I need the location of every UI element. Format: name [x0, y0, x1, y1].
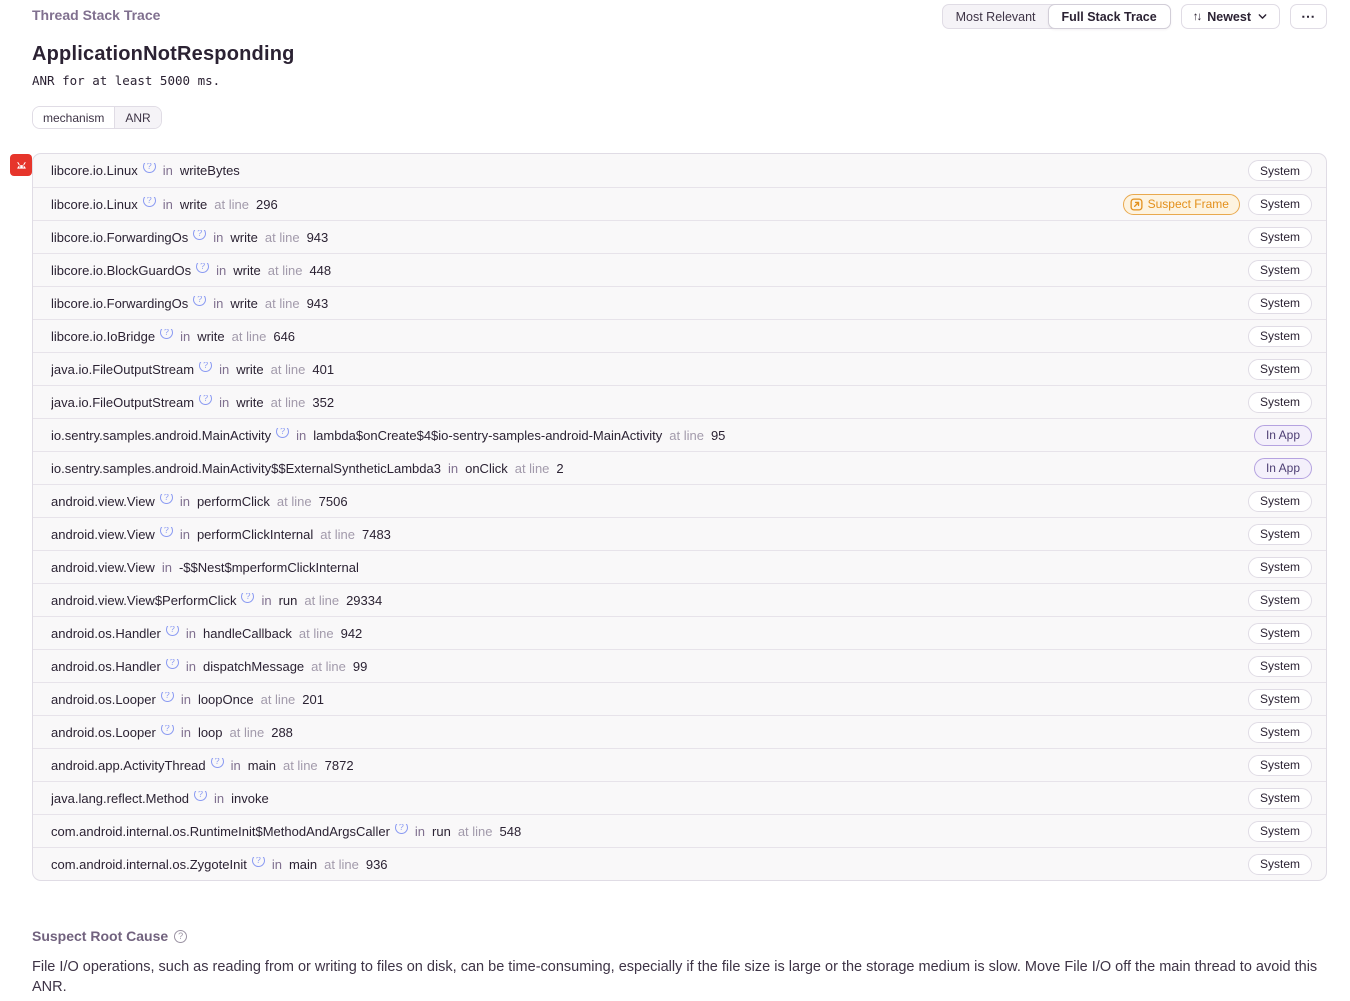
view-toggle-most-relevant[interactable]: Most Relevant [943, 5, 1049, 28]
line-number: 29334 [346, 592, 383, 608]
frame-in-label: in [213, 229, 224, 245]
issue-subtitle: ANR for at least 5000 ms. [32, 73, 221, 88]
help-icon[interactable]: ? [166, 659, 179, 669]
stack-frame-row[interactable] [33, 649, 1326, 682]
frame-function: run [432, 823, 451, 839]
line-number: 296 [256, 196, 278, 212]
frame-function: write [233, 262, 261, 278]
suspect-root-cause-description: File I/O operations, such as reading from or writing to files on disk, can be time-consuming, especially if the file size is large or the storage medium is slow. Move File I/O off the main thread to avoid this ANR. [32, 959, 1318, 995]
frame-info [51, 461, 1254, 476]
frame-badge: System [1248, 590, 1312, 611]
at-line-label: at line [311, 658, 346, 674]
frame-badge: In App [1254, 425, 1312, 446]
frame-module: android.os.Handler [51, 625, 161, 641]
frame-line [271, 395, 334, 410]
help-icon[interactable]: ? [161, 692, 174, 702]
help-icon[interactable]: ? [166, 626, 179, 636]
frame-in-label: in [213, 295, 224, 311]
help-icon[interactable]: ? [241, 593, 254, 603]
frame-info [51, 725, 1248, 740]
at-line-label: at line [669, 427, 704, 443]
stack-frame-row[interactable] [33, 814, 1326, 847]
stack-frame-row[interactable] [33, 682, 1326, 715]
frame-badge: System [1248, 326, 1312, 347]
frame-function: invoke [231, 790, 269, 806]
frame-badge: System [1248, 392, 1312, 413]
at-line-label: at line [298, 625, 334, 641]
help-icon[interactable]: ? [211, 758, 224, 768]
frame-module: libcore.io.IoBridge [51, 328, 156, 344]
frame-info [51, 659, 1248, 674]
frame-module: android.os.Looper [51, 724, 156, 740]
stack-frame-row[interactable] [33, 484, 1326, 517]
frame-badges [1254, 425, 1312, 446]
stack-frame-row[interactable] [33, 616, 1326, 649]
frame-badges [1248, 689, 1312, 710]
at-line-label: at line [304, 592, 340, 608]
frame-function: write [230, 295, 258, 311]
line-number: 7483 [361, 526, 391, 542]
stack-frame-row[interactable] [33, 583, 1326, 616]
frame-badge: System [1248, 227, 1312, 248]
frame-in-label: in [180, 691, 191, 707]
frame-in-label: in [447, 460, 459, 476]
frame-badge: System [1248, 755, 1312, 776]
frame-in-label: in [180, 724, 191, 740]
frame-badge: System [1248, 854, 1312, 875]
frame-module: io.sentry.samples.android.MainActivity$$ExternalSyntheticLambda3 [51, 460, 441, 476]
frame-line [283, 758, 354, 773]
help-icon[interactable]: ? [143, 197, 156, 207]
frame-info [51, 560, 1248, 575]
frame-function: write [230, 229, 258, 245]
frame-info [51, 791, 1248, 806]
at-line-label: at line [229, 724, 265, 740]
frame-function: -$$Nest$mperformClickInternal [178, 559, 359, 575]
frame-module: com.android.internal.os.RuntimeInit$MethodAndArgsCaller [51, 823, 390, 839]
line-number: 288 [271, 724, 293, 740]
frame-module: android.view.View [51, 559, 155, 575]
more-options-button[interactable] [1290, 4, 1327, 29]
stack-frame-row[interactable] [33, 550, 1326, 583]
frame-module: java.lang.reflect.Method [51, 790, 190, 806]
frame-function: write [179, 196, 208, 212]
frame-info [51, 428, 1254, 443]
frame-badge: System [1248, 260, 1312, 281]
tag-key: mechanism [33, 107, 114, 128]
at-line-label: at line [514, 460, 550, 476]
frame-badge: System [1248, 160, 1312, 181]
frame-info [51, 494, 1248, 509]
help-icon[interactable]: ? [199, 395, 212, 405]
at-line-label: at line [260, 691, 296, 707]
frame-line [669, 428, 725, 443]
frame-function: write [197, 328, 225, 344]
frame-badge: System [1248, 359, 1312, 380]
stack-frame-row[interactable] [33, 154, 1326, 187]
stack-frame-row[interactable] [33, 451, 1326, 484]
top-bar [32, 4, 1327, 30]
help-icon[interactable]: ? [160, 494, 173, 504]
issue-title: ApplicationNotResponding [32, 43, 295, 65]
frame-badges [1123, 194, 1312, 215]
frame-in-label: in [180, 328, 191, 344]
help-icon[interactable]: ? [196, 263, 209, 273]
frame-info [51, 626, 1248, 641]
frame-line [214, 197, 277, 212]
at-line-label: at line [270, 394, 306, 410]
stack-frame-row[interactable] [33, 847, 1326, 880]
frame-function: run [278, 592, 298, 608]
stack-frame-row[interactable] [33, 220, 1326, 253]
frame-line [277, 494, 348, 509]
frame-info [51, 296, 1248, 311]
help-icon[interactable]: ? [252, 857, 265, 867]
frame-module: android.view.View [51, 493, 155, 509]
frame-badges [1248, 656, 1312, 677]
frame-badge: System [1248, 689, 1312, 710]
at-line-label: at line [320, 526, 355, 542]
sort-button[interactable] [1181, 4, 1280, 29]
stack-frame-row[interactable] [33, 286, 1326, 319]
frame-module: libcore.io.Linux [51, 163, 138, 178]
frame-in-label: in [271, 856, 282, 872]
stack-frame-row[interactable] [33, 748, 1326, 781]
frame-line [515, 461, 564, 476]
frame-module: android.os.Handler [51, 658, 161, 674]
stack-trace-panel [32, 153, 1327, 881]
frame-badges [1248, 590, 1312, 611]
help-icon[interactable]: ? [193, 230, 206, 240]
line-number: 95 [710, 427, 726, 443]
stack-frame-row[interactable] [33, 385, 1326, 418]
frame-module: libcore.io.ForwardingOs [51, 229, 189, 245]
frame-in-label: in [185, 658, 196, 674]
help-icon[interactable]: ? [160, 329, 173, 339]
frame-module: android.view.View [51, 526, 155, 542]
frame-line [299, 626, 362, 641]
frame-function: main [288, 856, 318, 872]
frame-badges [1248, 491, 1312, 512]
frame-info [51, 395, 1248, 410]
frame-function: loopOnce [197, 691, 254, 707]
at-line-label: at line [264, 229, 300, 245]
frame-module: java.io.FileOutputStream [51, 394, 195, 410]
stack-frame-row[interactable] [33, 253, 1326, 286]
frame-line [324, 857, 387, 872]
at-line-label: at line [270, 361, 306, 377]
at-line-label: at line [264, 295, 300, 311]
suspect-frame-badge[interactable] [1123, 194, 1240, 215]
android-glyph [14, 158, 29, 173]
frame-badges [1248, 854, 1312, 875]
frame-function: writeBytes [179, 163, 240, 178]
line-number: 7506 [318, 493, 348, 509]
view-toggle [942, 4, 1171, 29]
line-number: 201 [302, 691, 324, 707]
frame-module: java.io.FileOutputStream [51, 361, 195, 377]
frame-in-label: in [219, 361, 230, 377]
frame-module: libcore.io.BlockGuardOs [51, 262, 192, 278]
line-number: 942 [340, 625, 363, 641]
anr-android-icon [10, 154, 32, 176]
line-number: 7872 [324, 757, 354, 773]
line-number: 401 [312, 361, 335, 377]
frame-badges [1248, 359, 1312, 380]
line-number: 448 [309, 262, 332, 278]
stack-frame-row[interactable] [33, 517, 1326, 550]
frame-badge: System [1248, 524, 1312, 545]
frame-badges [1248, 557, 1312, 578]
frame-line [232, 329, 295, 344]
frame-module: android.app.ActivityThread [51, 757, 206, 773]
chevron-down-icon [1257, 11, 1268, 22]
frame-badges [1248, 821, 1312, 842]
frame-info [51, 758, 1248, 773]
frame-badges [1248, 326, 1312, 347]
frame-in-label: in [162, 196, 173, 212]
ellipsis-icon: ⋯ [1301, 8, 1316, 24]
frame-in-label: in [162, 163, 173, 178]
line-number: 352 [312, 394, 335, 410]
external-link-icon [1130, 198, 1143, 211]
line-number: 936 [365, 856, 388, 872]
frame-badges [1254, 458, 1312, 479]
line-number: 646 [273, 328, 296, 344]
section-title: Thread Stack Trace [32, 7, 161, 23]
frame-info [51, 824, 1248, 839]
frame-module: libcore.io.ForwardingOs [51, 295, 189, 311]
line-number: 2 [556, 460, 564, 476]
frame-badges [1248, 524, 1312, 545]
frame-badge: System [1248, 623, 1312, 644]
frame-module: android.view.View$PerformClick [51, 592, 237, 608]
frame-info [51, 692, 1248, 707]
help-icon[interactable]: ? [194, 791, 207, 801]
stack-trace-rows [33, 154, 1326, 880]
frame-info [51, 329, 1248, 344]
frame-in-label: in [179, 526, 190, 542]
frame-function: main [247, 757, 276, 773]
at-line-label: at line [214, 196, 249, 212]
frame-line [268, 263, 331, 278]
suspect-root-cause-title: Suspect Root Cause [32, 928, 169, 944]
stack-frame-row[interactable] [33, 418, 1326, 451]
frame-in-label: in [296, 427, 307, 443]
at-line-label: at line [282, 757, 318, 773]
suspect-root-cause-title-row [32, 928, 1327, 944]
frame-function: performClickInternal [196, 526, 314, 542]
frame-module: android.os.Looper [51, 691, 156, 707]
frame-badge: System [1248, 557, 1312, 578]
at-line-label: at line [231, 328, 267, 344]
help-icon[interactable]: ? [143, 163, 156, 173]
line-number: 99 [352, 658, 368, 674]
frame-in-label: in [179, 493, 190, 509]
frame-info [51, 263, 1248, 278]
frame-line [261, 692, 324, 707]
frame-badges [1248, 755, 1312, 776]
frame-line [320, 527, 391, 542]
at-line-label: at line [276, 493, 312, 509]
help-icon[interactable]: ? [276, 428, 289, 438]
frame-badges [1248, 788, 1312, 809]
sort-label: Newest [1207, 9, 1251, 24]
frame-in-label: in [161, 559, 172, 575]
frame-info [51, 593, 1248, 608]
frame-in-label: in [219, 394, 230, 410]
frame-badge: System [1248, 293, 1312, 314]
stack-frame-row[interactable] [33, 715, 1326, 748]
frame-badges [1248, 293, 1312, 314]
frame-badges [1248, 722, 1312, 743]
top-actions [942, 4, 1327, 29]
stack-frame-row[interactable] [33, 319, 1326, 352]
frame-line [265, 296, 328, 311]
line-number: 943 [306, 295, 329, 311]
frame-badge: System [1248, 722, 1312, 743]
frame-info [51, 230, 1248, 245]
frame-badges [1248, 227, 1312, 248]
frame-line [311, 659, 367, 674]
at-line-label: at line [324, 856, 359, 872]
frame-function: write [236, 394, 264, 410]
frame-function: dispatchMessage [202, 658, 305, 674]
tag-mechanism[interactable] [32, 106, 162, 129]
tag-value: ANR [114, 107, 160, 128]
frame-in-label: in [216, 262, 227, 278]
line-number: 548 [499, 823, 522, 839]
sort-arrows-icon: ↑↓ [1192, 10, 1201, 23]
frame-info [51, 197, 1123, 212]
line-number: 943 [306, 229, 329, 245]
at-line-label: at line [267, 262, 303, 278]
frame-module: com.android.internal.os.ZygoteInit [51, 856, 247, 872]
frame-badges [1248, 160, 1312, 181]
help-icon[interactable]: ? [193, 296, 206, 306]
suspect-root-cause-section [32, 928, 1327, 997]
frame-badge: System [1248, 788, 1312, 809]
frame-module: io.sentry.samples.android.MainActivity [51, 427, 272, 443]
tags-row [32, 106, 1327, 129]
frame-in-label: in [185, 625, 196, 641]
frame-badges [1248, 623, 1312, 644]
frame-function: performClick [196, 493, 270, 509]
frame-function: handleCallback [202, 625, 292, 641]
suspect-frame-label: Suspect Frame [1147, 197, 1229, 211]
frame-function: loop [197, 724, 223, 740]
frame-info [51, 362, 1248, 377]
frame-line [458, 824, 521, 839]
at-line-label: at line [457, 823, 493, 839]
frame-in-label: in [230, 757, 241, 773]
frame-function: write [236, 361, 264, 377]
frame-badge: System [1248, 491, 1312, 512]
frame-in-label: in [261, 592, 272, 608]
stack-frame-row[interactable] [33, 187, 1326, 220]
help-icon[interactable]: ? [174, 930, 187, 943]
frame-in-label: in [414, 823, 426, 839]
frame-badge: System [1248, 194, 1312, 215]
help-icon[interactable]: ? [199, 362, 212, 372]
frame-badge: System [1248, 656, 1312, 677]
help-icon[interactable]: ? [161, 725, 174, 735]
help-icon[interactable]: ? [395, 824, 408, 834]
frame-line [230, 725, 293, 740]
frame-module: libcore.io.Linux [51, 196, 138, 212]
frame-info [51, 857, 1248, 872]
frame-line [304, 593, 382, 608]
stack-frame-row[interactable] [33, 352, 1326, 385]
frame-info [51, 163, 1248, 178]
frame-badges [1248, 392, 1312, 413]
frame-in-label: in [214, 790, 225, 806]
frame-function: onClick [465, 460, 508, 476]
frame-badge: In App [1254, 458, 1312, 479]
stack-frame-row[interactable] [33, 781, 1326, 814]
help-icon[interactable]: ? [160, 527, 173, 537]
frame-badge: System [1248, 821, 1312, 842]
frame-line [271, 362, 334, 377]
frame-badges [1248, 260, 1312, 281]
frame-line [265, 230, 328, 245]
view-toggle-full-stack-trace[interactable]: Full Stack Trace [1048, 4, 1171, 29]
frame-info [51, 527, 1248, 542]
frame-function: lambda$onCreate$4$io-sentry-samples-android-MainActivity [313, 427, 663, 443]
